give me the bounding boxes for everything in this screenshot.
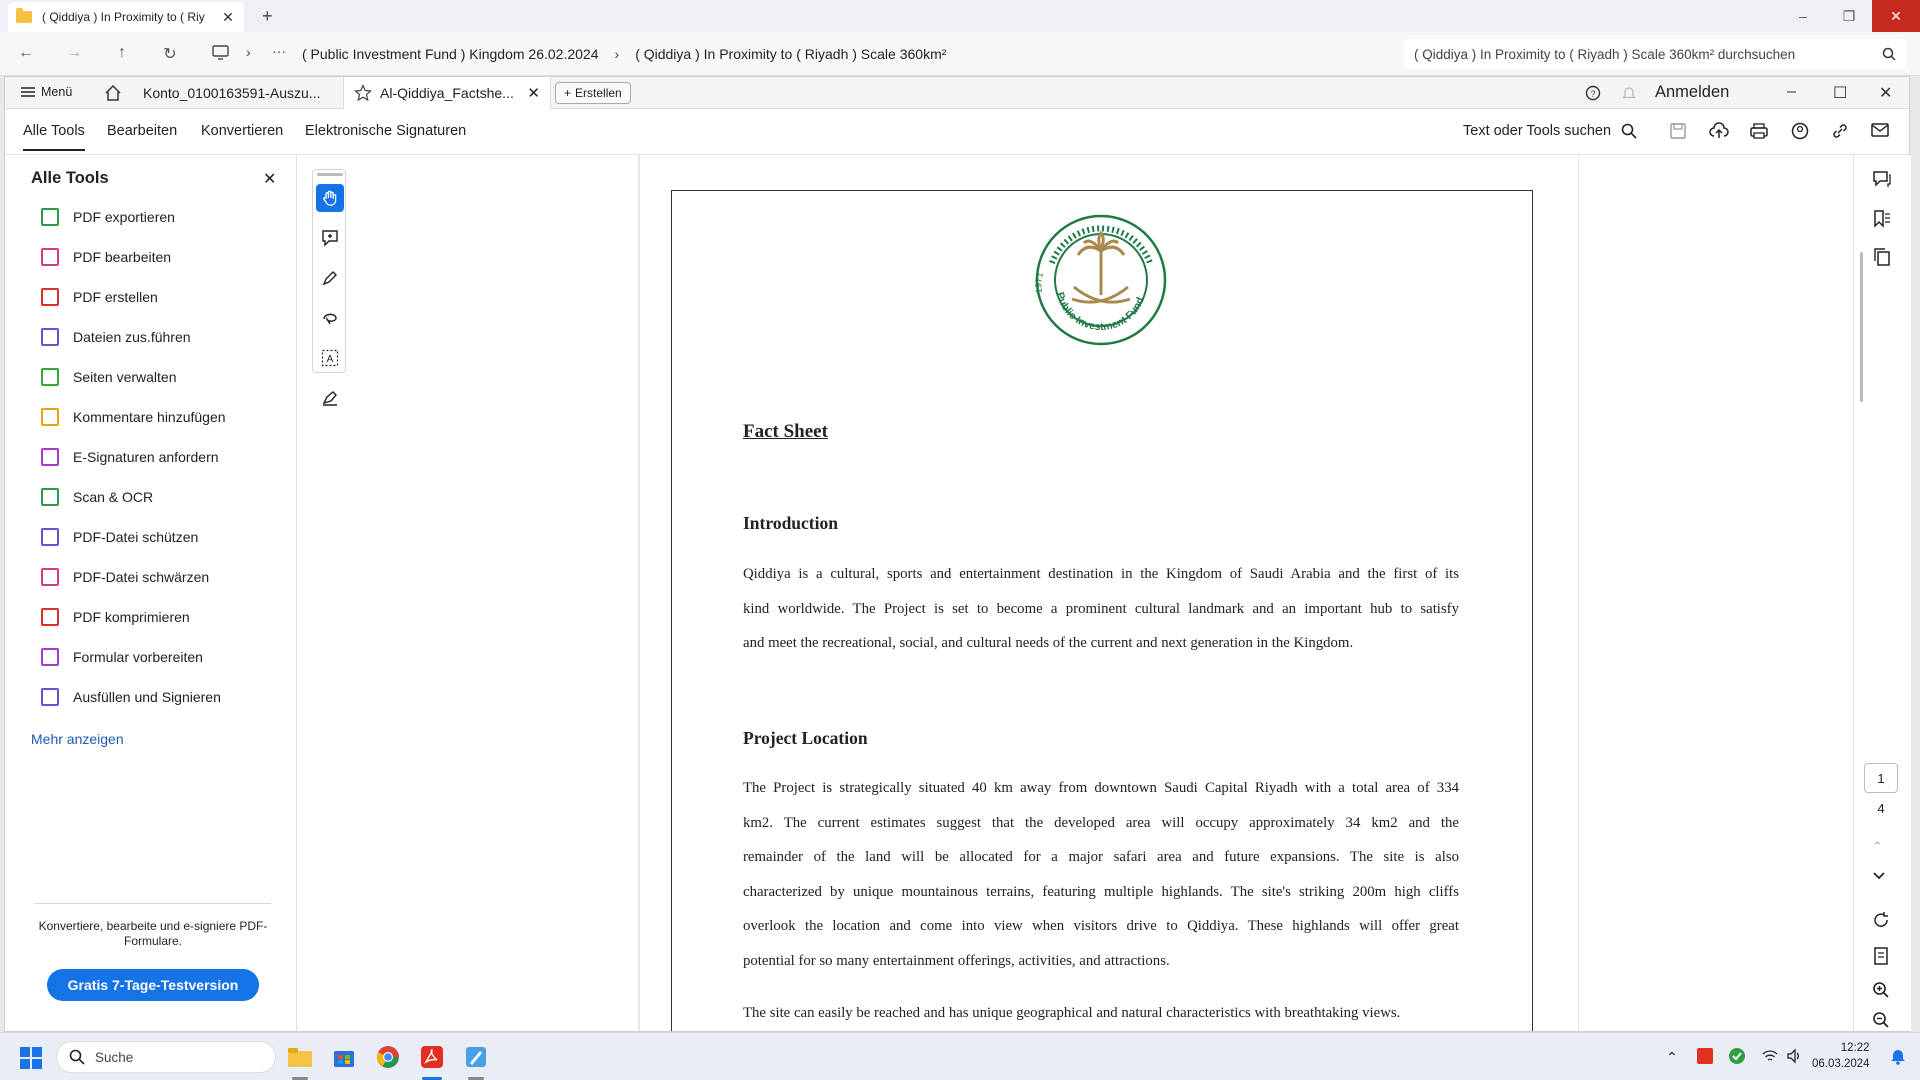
acrobat-menubar	[5, 109, 1909, 155]
copy-pages-icon[interactable]	[1872, 247, 1892, 267]
acrobat-tray-icon[interactable]	[1696, 1047, 1714, 1065]
tool-item-label: Ausfüllen und Signieren	[73, 689, 221, 705]
text-line: km2. The current estimates suggest that the developed area will occupy approximately 34 km2 and the	[743, 814, 1459, 831]
text-line: and meet the recreational, social, and cultural needs of the current and next generation in the Kingdom.	[743, 635, 1354, 652]
text-line: overlook the location and come into view when visitors drive to Qiddiya. These highlands will offer great	[743, 918, 1459, 935]
explorer-search-input[interactable]	[1404, 39, 1906, 69]
doc-tab-label: Konto_0100163591-Auszu...	[143, 85, 321, 101]
tool-icon	[41, 328, 59, 346]
trial-button[interactable]: Gratis 7-Tage-Testversion	[47, 969, 259, 1001]
tool-item-label: PDF komprimieren	[73, 609, 190, 625]
tool-item-label: Scan & OCR	[73, 489, 154, 505]
refresh-icon[interactable]: ↻	[163, 46, 177, 63]
text-line: characterized by unique mountainous terrains, featuring multiple highlands. The site's striking 200m high cliffs	[743, 883, 1459, 900]
tool-icon	[41, 648, 59, 666]
star-icon[interactable]	[354, 84, 372, 102]
close-window-button[interactable]: ✕	[1879, 85, 1893, 102]
notification-bell-icon[interactable]	[1890, 1047, 1906, 1065]
text-line: potential for so many entertainment offerings, activities, and attractions.	[743, 952, 1170, 969]
bookmark-icon[interactable]	[1872, 209, 1892, 229]
maximize-button[interactable]: ☐	[1833, 85, 1848, 102]
create-button[interactable]	[555, 82, 631, 104]
hamburger-icon	[21, 86, 35, 98]
upload-cloud-icon[interactable]	[1709, 122, 1729, 140]
rotate-icon[interactable]	[1872, 911, 1890, 929]
tool-item-label: Seiten verwalten	[73, 369, 177, 385]
doc-tab-active[interactable]	[343, 77, 551, 109]
scrollbar-thumb[interactable]	[1860, 252, 1863, 402]
tool-item[interactable]	[41, 444, 219, 470]
tool-item-label: PDF-Datei schwärzen	[73, 569, 210, 585]
text-line: Qiddiya is a cultural, sports and entertainment destination in the Kingdom of Saudi Arabia and the first of its	[743, 566, 1459, 582]
text-line: kind worldwide. The Project is set to become a prominent cultural landmark and an important hub to satisfy	[743, 600, 1459, 617]
tool-search[interactable]	[1463, 123, 1637, 139]
show-more-link[interactable]: Mehr anzeigen	[31, 731, 124, 747]
new-tab-button[interactable]: +	[262, 6, 273, 26]
tool-item[interactable]	[41, 604, 190, 630]
home-icon[interactable]	[103, 83, 123, 103]
search-icon	[1882, 47, 1896, 61]
menu-button[interactable]	[21, 85, 72, 99]
save-icon[interactable]	[1669, 122, 1687, 140]
tools-panel-title: Alle Tools	[31, 169, 109, 187]
zoom-out-icon[interactable]	[1872, 1011, 1890, 1029]
tool-icon	[41, 248, 59, 266]
wifi-icon[interactable]	[1762, 1049, 1778, 1063]
create-label: Erstellen	[575, 86, 622, 100]
add-comment-icon[interactable]	[316, 224, 344, 252]
chrome-icon[interactable]	[372, 1041, 404, 1073]
sign-icon[interactable]	[316, 384, 344, 412]
back-arrow-icon[interactable]: ←	[18, 44, 34, 61]
link-icon[interactable]	[1831, 122, 1849, 140]
current-page-input[interactable]: 1	[1864, 763, 1898, 793]
svg-text:A: A	[326, 354, 334, 365]
security-tray-icon[interactable]	[1728, 1047, 1746, 1065]
doc-left-gutter	[298, 155, 639, 1031]
zoom-in-icon[interactable]	[1872, 981, 1890, 999]
close-window-button[interactable]: ✕	[1872, 0, 1920, 32]
tool-icon	[41, 288, 59, 306]
close-icon[interactable]: ✕	[263, 171, 277, 188]
search-placeholder: ( Qiddiya ) In Proximity to ( Riyadh ) Scale 360km² durchsuchen	[1414, 46, 1796, 62]
tool-item[interactable]	[41, 644, 203, 670]
menu-convert[interactable]: Konvertieren	[201, 123, 284, 139]
pdf-page	[671, 190, 1533, 1031]
breadcrumb	[302, 40, 1492, 68]
doc-tab[interactable]	[133, 77, 337, 109]
svg-text:?: ?	[1590, 89, 1596, 99]
acrobat-tabbar	[5, 77, 1909, 109]
highlight-pen-icon[interactable]	[316, 264, 344, 292]
volume-icon[interactable]	[1786, 1048, 1802, 1064]
tool-item[interactable]	[41, 564, 209, 590]
acrobat-icon[interactable]	[416, 1041, 448, 1073]
comment-icon[interactable]	[1872, 169, 1892, 189]
minimize-button[interactable]: –	[1799, 8, 1807, 24]
text-line: remainder of the land will be allocated for a major safari area and future expansions. The site is also	[743, 849, 1459, 866]
close-tab-icon[interactable]: ✕	[527, 85, 540, 102]
taskbar	[0, 1032, 1920, 1080]
tool-item-label: E-Signaturen anfordern	[73, 449, 219, 465]
draw-freehand-icon[interactable]	[316, 304, 344, 332]
taskbar-search[interactable]	[56, 1041, 276, 1073]
tool-search-label: Text oder Tools suchen	[1463, 123, 1612, 139]
more-crumbs-button[interactable]: ···	[272, 43, 286, 59]
tool-icon	[41, 608, 59, 626]
text-line: The Project is strategically situated 40 km away from downtown Saudi Capital Riyadh with a total area of 334	[743, 780, 1459, 796]
doc-right-gutter	[1578, 155, 1850, 1031]
paint-app-icon[interactable]	[460, 1041, 492, 1073]
menu-edit[interactable]: Bearbeiten	[107, 123, 178, 139]
promo-text: Konvertiere, bearbeite und e-signiere PDF-Formulare.	[38, 919, 268, 948]
plus-icon: +	[564, 86, 572, 100]
chevron-up-icon[interactable]: ⌃	[1666, 1049, 1678, 1065]
tool-item[interactable]	[41, 284, 158, 310]
monitor-icon[interactable]	[212, 45, 230, 61]
tool-item-label: PDF bearbeiten	[73, 249, 172, 265]
tool-item[interactable]	[41, 524, 198, 550]
acrobat-window	[4, 76, 1910, 1032]
search-icon	[69, 1049, 85, 1065]
search-icon	[1621, 123, 1637, 139]
bell-icon[interactable]	[1621, 85, 1637, 101]
tool-item-label: Kommentare hinzufügen	[73, 409, 226, 425]
tool-icon	[41, 208, 59, 226]
tool-icon	[41, 408, 59, 426]
location-heading: Project Location	[743, 728, 868, 748]
clock-date: 06.03.2024	[1812, 1058, 1870, 1070]
forward-arrow-icon[interactable]: →	[66, 44, 82, 61]
windows-start-icon[interactable]	[20, 1047, 42, 1069]
chevron-right-icon: ›	[614, 46, 620, 62]
help-icon[interactable]	[1585, 85, 1601, 101]
tool-item[interactable]	[41, 204, 175, 230]
minimize-button[interactable]: –	[1787, 83, 1796, 100]
document-area	[298, 155, 1850, 1031]
tool-item[interactable]	[41, 404, 226, 430]
clock[interactable]	[1812, 1040, 1870, 1072]
menu-label: Menü	[41, 85, 73, 99]
text-line: The site can easily be reached and has unique geographical and natural characteristics with breathtaking views.	[743, 1005, 1401, 1021]
tool-item-label: Formular vorbereiten	[73, 649, 203, 665]
tool-item[interactable]	[41, 244, 171, 270]
explorer-address-bar	[0, 32, 1920, 76]
chevron-right-icon: ›	[246, 44, 251, 60]
tool-item-label: PDF-Datei schützen	[73, 529, 199, 545]
chevron-up-icon[interactable]: ⌃	[1872, 839, 1883, 854]
tool-item[interactable]	[41, 324, 191, 350]
explorer-tab[interactable]	[8, 2, 244, 32]
tool-item[interactable]	[41, 364, 177, 390]
tool-item[interactable]	[41, 484, 153, 510]
chevron-down-icon[interactable]	[1872, 871, 1886, 881]
tool-item[interactable]	[41, 684, 221, 710]
share-user-icon[interactable]	[1791, 122, 1811, 140]
svg-text:1971	[1034, 272, 1045, 294]
tools-panel	[5, 155, 297, 1031]
tool-item-label: PDF erstellen	[73, 289, 158, 305]
tool-item-label: PDF exportieren	[73, 209, 175, 225]
menu-all-tools[interactable]: Alle Tools	[23, 123, 85, 151]
doc-title: Fact Sheet	[743, 421, 828, 442]
close-tab-icon[interactable]: ✕	[222, 8, 234, 25]
clock-time: 12:22	[1840, 1042, 1870, 1054]
taskbar-search-label: Suche	[95, 1049, 134, 1065]
store-icon[interactable]	[328, 1041, 360, 1073]
logo-text: Public Investment Fund	[1053, 291, 1147, 334]
tool-icon	[41, 448, 59, 466]
tool-icon	[41, 368, 59, 386]
page-view-icon[interactable]	[1872, 947, 1890, 965]
explorer-tab-label: ( Qiddiya ) In Proximity to ( Riy	[42, 10, 205, 24]
text-select-icon[interactable]	[316, 344, 344, 372]
file-explorer-icon[interactable]	[284, 1041, 316, 1073]
print-icon[interactable]	[1749, 122, 1769, 140]
pif-logo	[1034, 213, 1168, 347]
logo-year: 1971	[1034, 271, 1045, 294]
sign-in-button[interactable]: Anmelden	[1655, 83, 1730, 101]
location-paragraph	[743, 771, 1459, 979]
tool-icon	[41, 568, 59, 586]
up-arrow-icon[interactable]: ↑	[118, 44, 126, 61]
drag-handle[interactable]	[317, 173, 343, 176]
tool-item-label: Dateien zus.führen	[73, 329, 191, 345]
explorer-titlebar	[0, 0, 1920, 32]
tool-icon	[41, 528, 59, 546]
restore-button[interactable]: ❐	[1842, 7, 1856, 24]
hand-tool-icon[interactable]	[316, 184, 344, 212]
breadcrumb-item[interactable]: ( Public Investment Fund ) Kingdom 26.02.2024	[302, 46, 599, 62]
quick-tools-bar	[312, 169, 346, 373]
divider	[35, 903, 271, 904]
page-count: 4	[1877, 801, 1885, 816]
mail-icon[interactable]	[1871, 122, 1889, 138]
folder-icon	[16, 11, 32, 23]
doc-tab-label: Al-Qiddiya_Factshe...	[380, 85, 514, 101]
tool-icon	[41, 688, 59, 706]
menu-esign[interactable]: Elektronische Signaturen	[305, 123, 467, 139]
breadcrumb-item[interactable]: ( Qiddiya ) In Proximity to ( Riyadh ) Scale 360km²	[635, 46, 947, 62]
tool-icon	[41, 488, 59, 506]
intro-heading: Introduction	[743, 513, 838, 533]
intro-paragraph	[743, 557, 1459, 661]
